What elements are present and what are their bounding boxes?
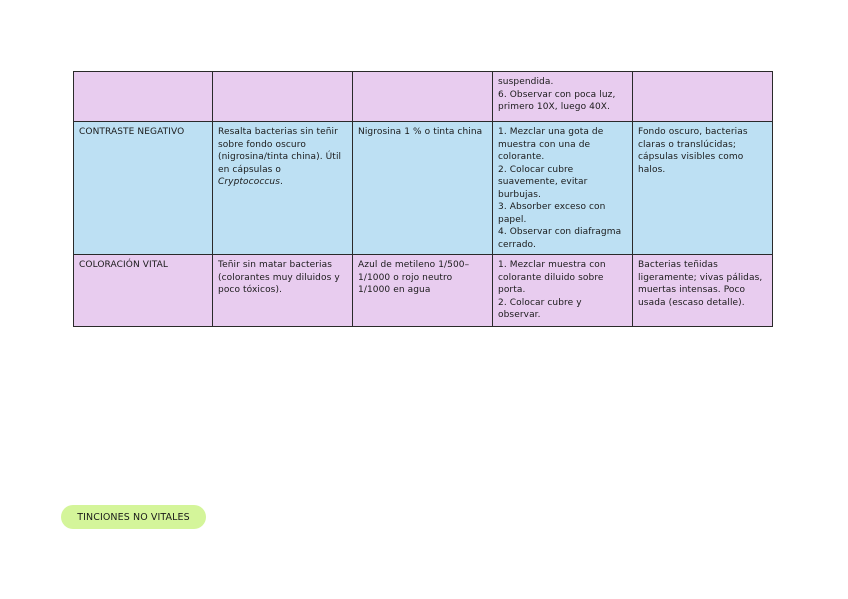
cell-procedure: 1. Mezclar una gota de muestra con una de colorante. 2. Colocar cubre suavemente, evitar burbujas. 3. Absorber exceso con papel. 4. Observar con diafragma cerrado.: [493, 122, 633, 255]
organism-name: Cryptococcus: [218, 177, 281, 187]
cell-purpose: [213, 122, 353, 255]
cell-reagents: [353, 72, 493, 122]
section-label-text: TINCIONES NO VITALES: [77, 511, 190, 523]
section-label-pill: [61, 505, 206, 529]
cell-procedure: suspendida. 6. Observar con poca luz, primero 10X, luego 40X.: [493, 72, 633, 122]
cell-purpose: Teñir sin matar bacterias (colorantes muy diluidos y poco tóxicos).: [213, 255, 353, 327]
table-row-vital-stain: [74, 255, 773, 327]
cell-result: Fondo oscuro, bacterias claras o translúcidas; cápsulas visibles como halos.: [633, 122, 773, 255]
cell-technique: COLORACIÓN VITAL: [74, 255, 213, 327]
table-row-negative-stain: [74, 122, 773, 255]
table-row-continued: [74, 72, 773, 122]
cell-technique: CONTRASTE NEGATIVO: [74, 122, 213, 255]
cell-purpose: [213, 72, 353, 122]
staining-methods-table: [73, 71, 773, 327]
cell-technique: [74, 72, 213, 122]
cell-reagents: Azul de metileno 1/500–1/1000 o rojo neutro 1/1000 en agua: [353, 255, 493, 327]
cell-procedure: 1. Mezclar muestra con colorante diluido sobre porta. 2. Colocar cubre y observar.: [493, 255, 633, 327]
cell-reagents: Nigrosina 1 % o tinta china: [353, 122, 493, 255]
cell-result: [633, 72, 773, 122]
cell-result: Bacterias teñidas ligeramente; vivas pálidas, muertas intensas. Poco usada (escaso detalle).: [633, 255, 773, 327]
purpose-end: .: [280, 177, 283, 187]
purpose-text: Resalta bacterias sin teñir sobre fondo oscuro (nigrosina/tinta china). Útil en cápsulas o: [218, 127, 342, 175]
